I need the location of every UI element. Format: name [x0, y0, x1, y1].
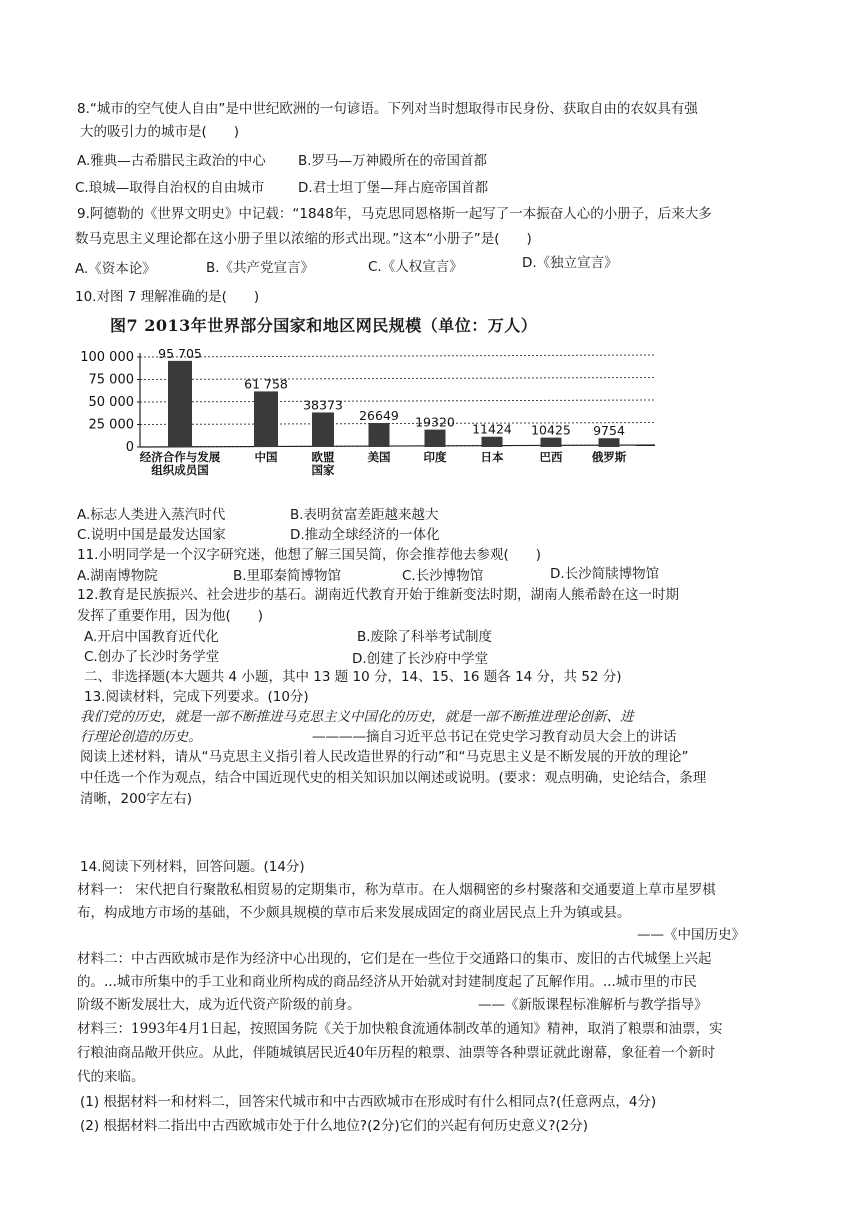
q9-stem-line1: 9.阿德勒的《世界文明史》中记载：“1848年，马克思同恩格斯一起写了一本振奋人心的小册子，后来大多	[77, 206, 712, 222]
q14-material1-line1: 材料一： 宋代把自行聚散私相贸易的定期集市，称为草市。在人烟稠密的乡村聚落和交通要道上草市星罗棋	[77, 882, 716, 898]
q10-option-c: C.说明中国是最发达国家	[77, 527, 226, 543]
q14-material1-line2: 布，构成地方市场的基础，不少颇具规模的草市后来发展成固定的商业居民点上升为镇或县。	[77, 905, 631, 921]
y-tick-label: 25 000	[88, 417, 134, 433]
q8-option-a: A.雅典—古希腊民主政治的中心	[77, 153, 266, 169]
bar	[541, 438, 562, 447]
q13-requirement-line2: 中任选一个作为观点，结合中国近现代史的相关知识加以阐述或说明。(要求：观点明确，史论结合，条理	[80, 770, 707, 786]
bar-value-label: 26649	[359, 408, 399, 424]
q9-option-b: B.《共产党宣言》	[206, 260, 315, 276]
x-category-label: 国家	[311, 463, 335, 477]
q14-material2-line1: 材料二：中古西欧城市是作为经济中心出现的，它们是在一些位于交通路口的集市、废旧的古代城堡上兴起	[77, 951, 712, 967]
q12-stem-line1: 12.教育是民族振兴、社会进步的基石。湖南近代教育开始于维新变法时期，湖南人熊希龄在这一时期	[77, 587, 679, 603]
x-category-label: 经济合作与发展	[139, 450, 221, 464]
q12-option-d: D.创建了长沙府中学堂	[352, 651, 489, 667]
q12-option-b: B.废除了科举考试制度	[357, 629, 493, 645]
bar	[482, 437, 503, 447]
q13-quote-line1: 我们党的历史，就是一部不断推进马克思主义中国化的历史，就是一部不断推进理论创新、进	[80, 709, 634, 725]
bar	[312, 412, 334, 447]
q13-quote-line2: 行理论创造的历史。	[80, 729, 202, 745]
x-category-label: 中国	[254, 450, 278, 464]
x-category-label: 印度	[423, 450, 447, 464]
q14-stem: 14.阅读下列材料，回答问题。(14分)	[80, 859, 305, 875]
gridline	[140, 400, 655, 402]
population-bar-chart	[0, 340, 860, 480]
q12-option-c: C.创办了长沙时务学堂	[84, 649, 220, 665]
chart-title: 图7 2013年世界部分国家和地区网民规模（单位：万人）	[110, 316, 538, 335]
q9-option-c: C.《人权宣言》	[368, 259, 463, 275]
q11-option-b: B.里耶秦简博物馆	[233, 568, 342, 584]
bar-value-label: 10425	[531, 422, 571, 438]
q14-material1-source: ——《中国历史》	[637, 927, 745, 943]
q14-material3-line2: 行粮油商品敞开供应。从此，伴随城镇居民近40年历程的粮票、油票等各种票证就此谢幕，象征着一个新时	[77, 1045, 716, 1061]
q9-option-a: A.《资本论》	[75, 261, 156, 277]
x-axis	[140, 445, 655, 447]
q11-option-d: D.长沙简牍博物馆	[550, 566, 660, 582]
q8-stem-line2: 大的吸引力的城市是( )	[80, 124, 240, 140]
x-category-label: 组织成员国	[151, 463, 209, 477]
x-category-label: 日本	[480, 450, 504, 464]
y-tick-label: 75 000	[88, 372, 134, 388]
q8-stem-line1: 8.“城市的空气使人自由”是中世纪欧洲的一句谚语。下列对当时想取得市民身份、获取自由的农奴具有强	[77, 101, 698, 117]
q10-option-d: D.推动全球经济的一体化	[290, 527, 440, 543]
bar-value-label: 9754	[593, 423, 625, 439]
q10-stem: 10.对图 7 理解准确的是( )	[75, 289, 260, 305]
q13-requirement-line3: 清晰，200字左右)	[80, 791, 193, 807]
q14-material3-line3: 代的来临。	[77, 1069, 145, 1085]
q13-quote-source: ————摘自习近平总书记在党史学习教育动员大会上的讲话	[312, 729, 677, 745]
bar-value-label: 61 758	[244, 376, 288, 392]
q13-requirement-line1: 阅读上述材料，请从“马克思主义指引着人民改造世界的行动”和“马克思主义是不断发展的开放的理论”	[80, 749, 689, 765]
q14-material2-source: ——《新版课程标准解析与教学指导》	[478, 997, 708, 1013]
bar	[168, 361, 192, 447]
y-tick-label: 100 000	[80, 350, 134, 365]
q10-option-a: A.标志人类进入蒸汽时代	[77, 507, 226, 523]
q8-option-c: C.琅城—取得自治权的自由城市	[75, 180, 265, 196]
bar-value-label: 95 705	[158, 345, 202, 361]
q11-option-c: C.长沙博物馆	[402, 568, 484, 584]
y-tick-label: 50 000	[88, 395, 134, 410]
q14-material2-line2: 的。...城市所集中的手工业和商业所构成的商品经济从开始就对封建制度起了瓦解作用。...城市里的市民	[77, 974, 697, 990]
bar	[599, 438, 620, 447]
q13-stem: 13.阅读材料，完成下列要求。(10分)	[84, 689, 309, 705]
x-category-label: 欧盟	[311, 450, 335, 464]
x-category-label: 巴西	[539, 450, 563, 464]
q14-question1: (1) 根据材料一和材料二，回答宋代城市和中古西欧城市在形成时有什么相同点?(任意两点，4分)	[80, 1094, 657, 1110]
q8-option-d: D.君士坦丁堡—拜占庭帝国首都	[298, 180, 489, 196]
bar	[254, 391, 278, 447]
q9-option-d: D.《独立宣言》	[522, 255, 618, 271]
bar-value-label: 19320	[415, 414, 455, 430]
x-category-label: 俄罗斯	[591, 450, 627, 464]
section2-heading: 二、非选择题(本大题共 4 小题，其中 13 题 10 分，14、15、16 题各 14 分，共 52 分)	[84, 669, 622, 685]
bar	[369, 423, 390, 447]
bar-value-label: 38373	[303, 397, 343, 413]
q14-question2: (2) 根据材料二指出中古西欧城市处于什么地位?(2分)它们的兴起有何历史意义?(2分)	[80, 1118, 588, 1134]
q11-stem: 11.小明同学是一个汉字研究迷，他想了解三国吴简，你会推荐他去参观( )	[77, 547, 542, 563]
y-tick-label: 0	[125, 440, 134, 455]
q12-stem-line2: 发挥了重要作用，因为他( )	[77, 608, 264, 624]
bar	[425, 430, 446, 447]
q9-stem-line2: 数马克思主义理论都在这小册子里以浓缩的形式出现。”这本“小册子”是( )	[75, 231, 532, 247]
q8-option-b: B.罗马—万神殿所在的帝国首都	[298, 153, 488, 169]
q10-option-b: B.表明贫富差距越来越大	[290, 507, 439, 523]
q11-option-a: A.湖南博物院	[77, 568, 158, 584]
q12-option-a: A.开启中国教育近代化	[84, 629, 219, 645]
q14-material3-line1: 材料三：1993年4月1日起，按照国务院《关于加快粮食流通体制改革的通知》精神，取消了粮票和油票，实	[77, 1021, 723, 1037]
x-category-label: 美国	[367, 450, 391, 464]
bar-value-label: 11424	[472, 421, 512, 437]
q14-material2-line3: 阶级不断发展壮大，成为近代资产阶级的前身。	[77, 997, 361, 1013]
gridline	[140, 378, 655, 380]
gridline	[140, 355, 655, 357]
